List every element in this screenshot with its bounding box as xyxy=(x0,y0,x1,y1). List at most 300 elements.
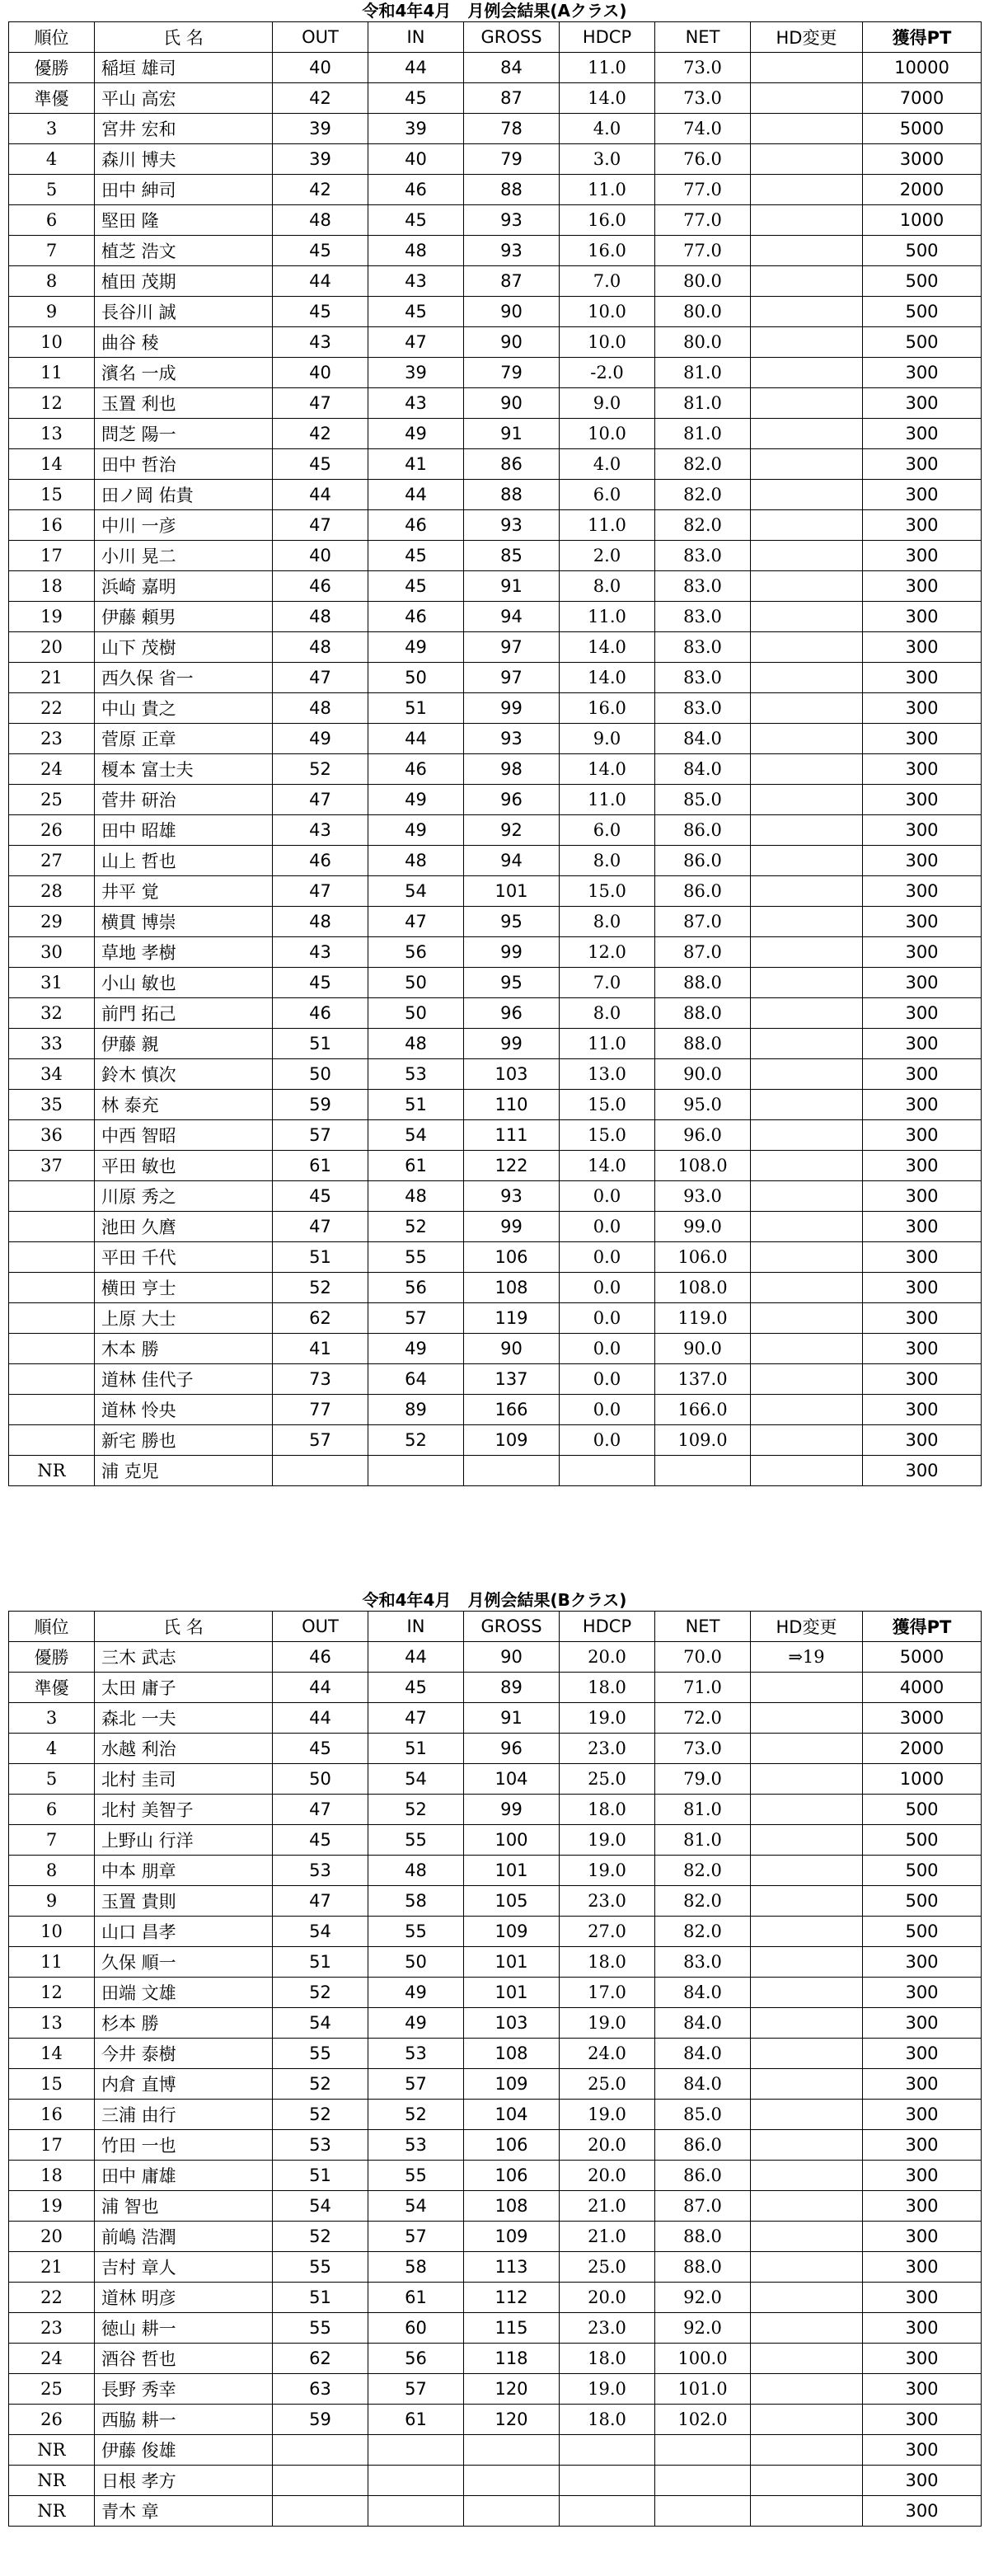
table-row xyxy=(9,2496,982,2527)
name-cell: 宮井 宏和 xyxy=(95,114,273,144)
points-cell: 500 xyxy=(863,266,982,297)
hd-change-cell xyxy=(751,1703,863,1734)
gross-cell: 93 xyxy=(464,510,560,541)
rank-cell: 16 xyxy=(9,2100,95,2130)
rank-cell: 26 xyxy=(9,815,95,846)
points-cell: 300 xyxy=(863,2130,982,2161)
out-cell: 42 xyxy=(273,83,368,114)
out-cell: 47 xyxy=(273,388,368,419)
points-cell: 300 xyxy=(863,998,982,1029)
hd-change-cell xyxy=(751,1947,863,1978)
in-cell: 45 xyxy=(368,541,464,571)
points-cell: 300 xyxy=(863,602,982,632)
points-cell: 300 xyxy=(863,2405,982,2435)
rank-cell: 27 xyxy=(9,846,95,876)
rank-cell xyxy=(9,1212,95,1242)
section-title: 令和4年4月 月例会結果(Aクラス) xyxy=(362,1,627,21)
net-cell: 88.0 xyxy=(655,1029,751,1059)
gross-cell: 85 xyxy=(464,541,560,571)
net-cell: 87.0 xyxy=(655,907,751,937)
points-cell: 1000 xyxy=(863,205,982,236)
out-cell: 54 xyxy=(273,2008,368,2039)
gross-cell: 101 xyxy=(464,1978,560,2008)
net-cell xyxy=(655,2435,751,2466)
in-cell: 46 xyxy=(368,175,464,205)
hd-change-cell xyxy=(751,53,863,83)
rank-cell: 26 xyxy=(9,2405,95,2435)
hd-change-cell xyxy=(751,205,863,236)
header-hd-change: HD変更 xyxy=(751,22,863,53)
net-cell: 166.0 xyxy=(655,1395,751,1425)
net-cell: 81.0 xyxy=(655,419,751,449)
table-row xyxy=(9,1886,982,1917)
out-cell: 45 xyxy=(273,1181,368,1212)
net-cell: 82.0 xyxy=(655,1886,751,1917)
rank-cell: 19 xyxy=(9,2191,95,2222)
rank-cell: 24 xyxy=(9,2344,95,2374)
points-cell: 300 xyxy=(863,2466,982,2496)
points-cell: 300 xyxy=(863,1059,982,1090)
gross-cell: 104 xyxy=(464,1764,560,1795)
name-cell: 道林 明彦 xyxy=(95,2283,273,2313)
hdcp-cell: 14.0 xyxy=(560,1151,655,1181)
points-cell: 300 xyxy=(863,1090,982,1120)
name-cell: 草地 孝樹 xyxy=(95,937,273,968)
hdcp-cell: 3.0 xyxy=(560,144,655,175)
rank-cell: 9 xyxy=(9,1886,95,1917)
in-cell: 54 xyxy=(368,2191,464,2222)
out-cell: 45 xyxy=(273,297,368,327)
net-cell: 70.0 xyxy=(655,1642,751,1673)
net-cell: 86.0 xyxy=(655,876,751,907)
hdcp-cell: 17.0 xyxy=(560,1978,655,2008)
name-cell: 木本 勝 xyxy=(95,1334,273,1364)
in-cell: 57 xyxy=(368,1303,464,1334)
name-cell: 久保 順一 xyxy=(95,1947,273,1978)
net-cell: 119.0 xyxy=(655,1303,751,1334)
header-in: IN xyxy=(368,22,464,53)
gross-cell: 103 xyxy=(464,2008,560,2039)
gross-cell: 96 xyxy=(464,998,560,1029)
results-body xyxy=(9,53,982,1486)
hd-change-cell xyxy=(751,1825,863,1856)
net-cell: 71.0 xyxy=(655,1673,751,1703)
in-cell: 46 xyxy=(368,510,464,541)
name-cell: 植田 茂期 xyxy=(95,266,273,297)
out-cell: 52 xyxy=(273,2100,368,2130)
name-cell: 玉置 貴則 xyxy=(95,1886,273,1917)
rank-cell: 23 xyxy=(9,2313,95,2344)
table-row xyxy=(9,2252,982,2283)
gross-cell: 93 xyxy=(464,205,560,236)
name-cell: 上野山 行洋 xyxy=(95,1825,273,1856)
in-cell: 46 xyxy=(368,602,464,632)
hdcp-cell: 11.0 xyxy=(560,1029,655,1059)
net-cell: 84.0 xyxy=(655,724,751,754)
hdcp-cell: 10.0 xyxy=(560,419,655,449)
net-cell: 92.0 xyxy=(655,2283,751,2313)
net-cell: 80.0 xyxy=(655,327,751,358)
hd-change-cell xyxy=(751,2466,863,2496)
net-cell: 87.0 xyxy=(655,2191,751,2222)
out-cell: 51 xyxy=(273,1242,368,1273)
points-cell: 300 xyxy=(863,1334,982,1364)
name-cell: 伊藤 頼男 xyxy=(95,602,273,632)
out-cell: 52 xyxy=(273,2222,368,2252)
net-cell: 93.0 xyxy=(655,1181,751,1212)
name-cell: 田中 庸雄 xyxy=(95,2161,273,2191)
points-cell: 500 xyxy=(863,297,982,327)
net-cell: 74.0 xyxy=(655,114,751,144)
hd-change-cell xyxy=(751,2344,863,2374)
header-gross: GROSS xyxy=(464,1612,560,1642)
gross-cell: 86 xyxy=(464,449,560,480)
in-cell: 50 xyxy=(368,998,464,1029)
hdcp-cell: 8.0 xyxy=(560,846,655,876)
rank-cell: 24 xyxy=(9,754,95,785)
table-row xyxy=(9,114,982,144)
table-row xyxy=(9,998,982,1029)
in-cell: 41 xyxy=(368,449,464,480)
net-cell: 85.0 xyxy=(655,785,751,815)
points-cell: 300 xyxy=(863,876,982,907)
hd-change-cell xyxy=(751,1120,863,1151)
points-cell: 1000 xyxy=(863,1764,982,1795)
net-cell: 85.0 xyxy=(655,2100,751,2130)
name-cell: 菅井 研治 xyxy=(95,785,273,815)
net-cell: 86.0 xyxy=(655,2161,751,2191)
net-cell: 72.0 xyxy=(655,1703,751,1734)
gross-cell: 91 xyxy=(464,1703,560,1734)
name-cell: 前嶋 浩潤 xyxy=(95,2222,273,2252)
net-cell: 86.0 xyxy=(655,815,751,846)
rank-cell: 17 xyxy=(9,541,95,571)
in-cell: 58 xyxy=(368,2252,464,2283)
in-cell: 40 xyxy=(368,144,464,175)
rank-cell: 17 xyxy=(9,2130,95,2161)
name-cell: 新宅 勝也 xyxy=(95,1425,273,1456)
gross-cell: 97 xyxy=(464,663,560,693)
gross-cell: 94 xyxy=(464,602,560,632)
out-cell: 46 xyxy=(273,1642,368,1673)
table-row xyxy=(9,175,982,205)
table-row xyxy=(9,2435,982,2466)
name-cell: 浜崎 嘉明 xyxy=(95,571,273,602)
table-row xyxy=(9,236,982,266)
in-cell: 61 xyxy=(368,2283,464,2313)
name-cell: 川原 秀之 xyxy=(95,1181,273,1212)
hd-change-cell xyxy=(751,449,863,480)
table-row xyxy=(9,2039,982,2069)
in-cell: 49 xyxy=(368,632,464,663)
hdcp-cell: -2.0 xyxy=(560,358,655,388)
name-cell: 森川 博夫 xyxy=(95,144,273,175)
in-cell: 45 xyxy=(368,1673,464,1703)
hd-change-cell xyxy=(751,266,863,297)
net-cell: 82.0 xyxy=(655,449,751,480)
gross-cell: 98 xyxy=(464,754,560,785)
in-cell: 55 xyxy=(368,1917,464,1947)
in-cell: 57 xyxy=(368,2374,464,2405)
table-row xyxy=(9,2130,982,2161)
name-cell: 田中 紳司 xyxy=(95,175,273,205)
points-cell: 300 xyxy=(863,785,982,815)
hdcp-cell: 20.0 xyxy=(560,2130,655,2161)
gross-cell: 78 xyxy=(464,114,560,144)
hdcp-cell: 8.0 xyxy=(560,571,655,602)
in-cell: 48 xyxy=(368,1029,464,1059)
points-cell: 300 xyxy=(863,2222,982,2252)
net-cell: 84.0 xyxy=(655,2008,751,2039)
net-cell: 77.0 xyxy=(655,236,751,266)
gross-cell: 103 xyxy=(464,1059,560,1090)
in-cell: 39 xyxy=(368,358,464,388)
in-cell: 54 xyxy=(368,1120,464,1151)
gross-cell: 101 xyxy=(464,1947,560,1978)
hd-change-cell xyxy=(751,144,863,175)
hd-change-cell xyxy=(751,1734,863,1764)
gross-cell: 99 xyxy=(464,1029,560,1059)
out-cell: 53 xyxy=(273,2130,368,2161)
out-cell: 45 xyxy=(273,236,368,266)
net-cell: 90.0 xyxy=(655,1059,751,1090)
gross-cell: 109 xyxy=(464,2069,560,2100)
points-cell: 300 xyxy=(863,2008,982,2039)
net-cell: 73.0 xyxy=(655,53,751,83)
points-cell: 2000 xyxy=(863,1734,982,1764)
rank-cell: 5 xyxy=(9,175,95,205)
header-rank: 順位 xyxy=(9,1612,95,1642)
in-cell: 49 xyxy=(368,1334,464,1364)
hd-change-cell xyxy=(751,907,863,937)
points-cell: 300 xyxy=(863,2496,982,2527)
gross-cell: 120 xyxy=(464,2405,560,2435)
hdcp-cell: 18.0 xyxy=(560,2405,655,2435)
table-row xyxy=(9,754,982,785)
rank-cell: 9 xyxy=(9,297,95,327)
gross-cell: 109 xyxy=(464,2222,560,2252)
out-cell: 47 xyxy=(273,1886,368,1917)
hd-change-cell xyxy=(751,114,863,144)
out-cell: 51 xyxy=(273,1947,368,1978)
hdcp-cell: 19.0 xyxy=(560,2008,655,2039)
in-cell: 61 xyxy=(368,2405,464,2435)
table-row xyxy=(9,449,982,480)
rank-cell: 7 xyxy=(9,1825,95,1856)
header-net: NET xyxy=(655,22,751,53)
in-cell: 52 xyxy=(368,2100,464,2130)
rank-cell: 4 xyxy=(9,1734,95,1764)
hdcp-cell: 23.0 xyxy=(560,1734,655,1764)
hdcp-cell: 4.0 xyxy=(560,114,655,144)
name-cell: 山下 茂樹 xyxy=(95,632,273,663)
points-cell: 300 xyxy=(863,1242,982,1273)
gross-cell: 94 xyxy=(464,846,560,876)
hd-change-cell xyxy=(751,1303,863,1334)
net-cell: 86.0 xyxy=(655,2130,751,2161)
name-cell: 吉村 章人 xyxy=(95,2252,273,2283)
name-cell: 内倉 直博 xyxy=(95,2069,273,2100)
points-cell: 300 xyxy=(863,2252,982,2283)
hd-change-cell xyxy=(751,327,863,358)
name-cell: 今井 泰樹 xyxy=(95,2039,273,2069)
table-row xyxy=(9,2344,982,2374)
net-cell: 81.0 xyxy=(655,1825,751,1856)
points-cell: 3000 xyxy=(863,1703,982,1734)
gross-cell: 87 xyxy=(464,266,560,297)
table-row xyxy=(9,1856,982,1886)
gross-cell: 109 xyxy=(464,1425,560,1456)
hd-change-cell xyxy=(751,663,863,693)
net-cell: 82.0 xyxy=(655,1856,751,1886)
out-cell: 42 xyxy=(273,419,368,449)
hdcp-cell: 20.0 xyxy=(560,2161,655,2191)
rank-cell: 28 xyxy=(9,876,95,907)
table-row xyxy=(9,327,982,358)
points-cell: 300 xyxy=(863,693,982,724)
table-row xyxy=(9,2405,982,2435)
out-cell: 45 xyxy=(273,1825,368,1856)
results-table xyxy=(8,1611,982,2527)
hdcp-cell xyxy=(560,1456,655,1486)
table-row xyxy=(9,693,982,724)
hdcp-cell: 8.0 xyxy=(560,907,655,937)
points-cell: 300 xyxy=(863,2069,982,2100)
table-row xyxy=(9,541,982,571)
net-cell: 96.0 xyxy=(655,1120,751,1151)
in-cell: 50 xyxy=(368,968,464,998)
rank-cell: 6 xyxy=(9,1795,95,1825)
out-cell: 47 xyxy=(273,1795,368,1825)
rank-cell: 33 xyxy=(9,1029,95,1059)
gross-cell: 90 xyxy=(464,327,560,358)
rank-cell: 優勝 xyxy=(9,53,95,83)
hdcp-cell: 14.0 xyxy=(560,632,655,663)
name-cell: 青木 章 xyxy=(95,2496,273,2527)
in-cell: 54 xyxy=(368,876,464,907)
rank-cell: 29 xyxy=(9,907,95,937)
net-cell: 84.0 xyxy=(655,1978,751,2008)
in-cell: 60 xyxy=(368,2313,464,2344)
gross-cell: 106 xyxy=(464,2161,560,2191)
hdcp-cell: 0.0 xyxy=(560,1273,655,1303)
hd-change-cell xyxy=(751,1151,863,1181)
gross-cell: 93 xyxy=(464,236,560,266)
points-cell: 300 xyxy=(863,632,982,663)
out-cell: 59 xyxy=(273,1090,368,1120)
header-net: NET xyxy=(655,1612,751,1642)
out-cell: 48 xyxy=(273,693,368,724)
hdcp-cell: 0.0 xyxy=(560,1212,655,1242)
in-cell: 52 xyxy=(368,1795,464,1825)
hd-change-cell xyxy=(751,175,863,205)
net-cell xyxy=(655,2496,751,2527)
name-cell: 横田 亨士 xyxy=(95,1273,273,1303)
out-cell: 47 xyxy=(273,663,368,693)
rank-cell xyxy=(9,1425,95,1456)
hdcp-cell: 18.0 xyxy=(560,1947,655,1978)
points-cell: 300 xyxy=(863,968,982,998)
rank-cell: 11 xyxy=(9,358,95,388)
points-cell: 300 xyxy=(863,815,982,846)
net-cell: 80.0 xyxy=(655,297,751,327)
points-cell: 4000 xyxy=(863,1673,982,1703)
out-cell: 62 xyxy=(273,1303,368,1334)
hd-change-cell xyxy=(751,358,863,388)
table-row xyxy=(9,602,982,632)
gross-cell: 111 xyxy=(464,1120,560,1151)
net-cell: 95.0 xyxy=(655,1090,751,1120)
name-cell: 濱名 一成 xyxy=(95,358,273,388)
rank-cell: 準優 xyxy=(9,83,95,114)
hd-change-cell xyxy=(751,846,863,876)
points-cell: 300 xyxy=(863,1303,982,1334)
hd-change-cell xyxy=(751,785,863,815)
in-cell: 44 xyxy=(368,480,464,510)
rank-cell xyxy=(9,1334,95,1364)
rank-cell: 11 xyxy=(9,1947,95,1978)
hd-change-cell xyxy=(751,2130,863,2161)
header-row xyxy=(9,22,982,53)
section-title: 令和4年4月 月例会結果(Bクラス) xyxy=(362,1590,627,1610)
gross-cell: 101 xyxy=(464,1856,560,1886)
gross-cell: 113 xyxy=(464,2252,560,2283)
out-cell: 52 xyxy=(273,754,368,785)
out-cell: 47 xyxy=(273,1212,368,1242)
hdcp-cell: 18.0 xyxy=(560,1795,655,1825)
out-cell: 52 xyxy=(273,1978,368,2008)
in-cell: 55 xyxy=(368,1825,464,1856)
in-cell: 89 xyxy=(368,1395,464,1425)
rank-cell: 36 xyxy=(9,1120,95,1151)
hdcp-cell: 23.0 xyxy=(560,2313,655,2344)
gross-cell: 99 xyxy=(464,693,560,724)
hd-change-cell xyxy=(751,388,863,419)
rank-cell: 5 xyxy=(9,1764,95,1795)
gross-cell: 93 xyxy=(464,1181,560,1212)
out-cell: 44 xyxy=(273,1703,368,1734)
in-cell: 56 xyxy=(368,1273,464,1303)
out-cell: 51 xyxy=(273,2161,368,2191)
rank-cell xyxy=(9,1181,95,1212)
in-cell: 57 xyxy=(368,2069,464,2100)
gross-cell: 92 xyxy=(464,815,560,846)
hd-change-cell xyxy=(751,2313,863,2344)
hd-change-cell xyxy=(751,2039,863,2069)
hdcp-cell: 10.0 xyxy=(560,327,655,358)
hd-change-cell xyxy=(751,1764,863,1795)
rank-cell: 25 xyxy=(9,2374,95,2405)
header-hd-change: HD変更 xyxy=(751,1612,863,1642)
table-row xyxy=(9,2100,982,2130)
hdcp-cell: 15.0 xyxy=(560,876,655,907)
out-cell: 57 xyxy=(273,1425,368,1456)
rank-cell: 22 xyxy=(9,2283,95,2313)
net-cell: 101.0 xyxy=(655,2374,751,2405)
rank-cell: 12 xyxy=(9,388,95,419)
net-cell: 83.0 xyxy=(655,663,751,693)
gross-cell: 96 xyxy=(464,785,560,815)
results-section-b xyxy=(8,1589,981,2527)
hdcp-cell: 12.0 xyxy=(560,937,655,968)
in-cell: 64 xyxy=(368,1364,464,1395)
in-cell: 49 xyxy=(368,2008,464,2039)
table-row xyxy=(9,480,982,510)
out-cell: 61 xyxy=(273,1151,368,1181)
points-cell: 300 xyxy=(863,846,982,876)
in-cell xyxy=(368,1456,464,1486)
hd-change-cell xyxy=(751,998,863,1029)
